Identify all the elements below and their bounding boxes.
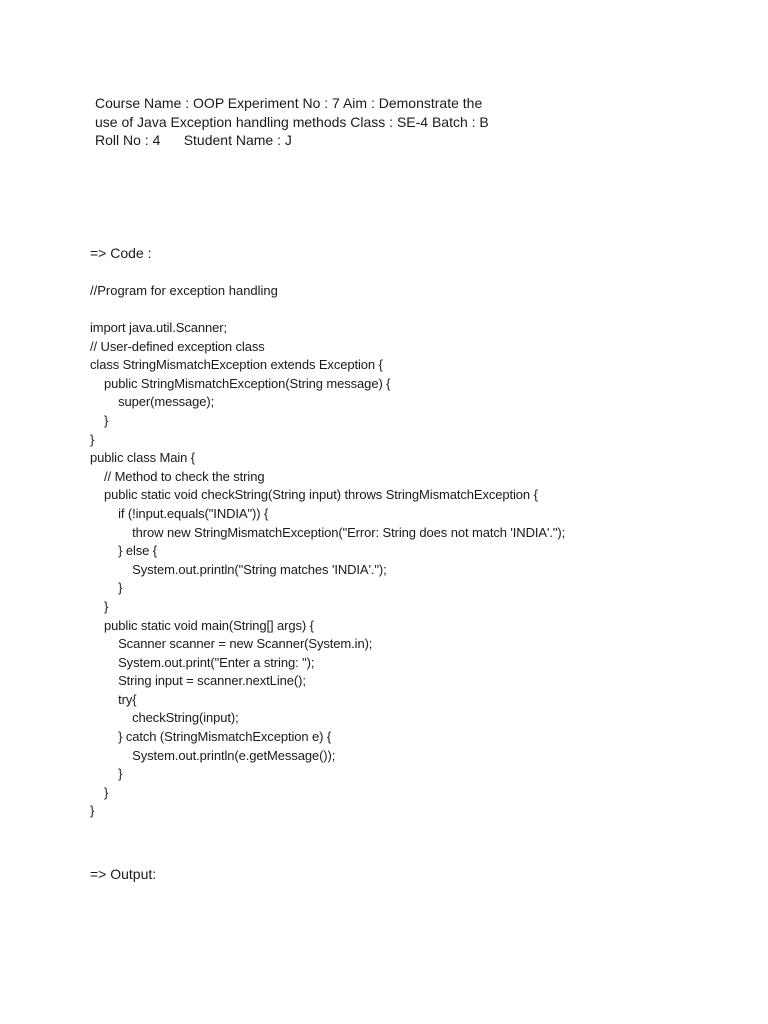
code-line: } catch (StringMismatchException e) { xyxy=(90,729,332,745)
code-line: } xyxy=(90,766,123,782)
code-line: public class Main { xyxy=(90,450,196,466)
code-line: if (!input.equals("INDIA")) { xyxy=(90,505,269,521)
code-line: super(message); xyxy=(90,394,215,410)
program-comment: //Program for exception handling xyxy=(90,283,278,298)
code-line: } xyxy=(90,803,95,819)
code-line: import java.util.Scanner; xyxy=(90,320,227,335)
document-header xyxy=(95,94,535,150)
code-line: checkString(input); xyxy=(90,710,239,726)
header-line: use of Java Exception handling methods Class : SE-4 Batch : B xyxy=(95,113,489,130)
code-section-label: => Code : xyxy=(90,245,152,261)
code-line: public static void checkString(String input) throws StringMismatchException { xyxy=(90,487,538,503)
code-line: } xyxy=(90,598,109,614)
code-line: throw new StringMismatchException("Error: String does not match 'INDIA'."); xyxy=(90,524,566,540)
header-line: Roll No : 4 Student Name : J xyxy=(95,132,292,148)
code-line: System.out.print("Enter a string: "); xyxy=(90,654,315,670)
code-block xyxy=(90,319,565,821)
code-line: class StringMismatchException extends Exception { xyxy=(90,357,383,373)
code-line: } xyxy=(90,431,95,447)
code-line: public static void main(String[] args) { xyxy=(90,617,314,633)
code-line: public StringMismatchException(String message) { xyxy=(90,375,391,391)
code-line: } xyxy=(90,412,109,428)
code-line: try{ xyxy=(90,691,137,707)
code-line: System.out.println(e.getMessage()); xyxy=(90,747,336,763)
code-line: } xyxy=(90,784,109,800)
code-line: // User-defined exception class xyxy=(90,338,265,354)
code-line: System.out.println("String matches 'INDIA'."); xyxy=(90,561,387,577)
code-line: // Method to check the string xyxy=(90,468,265,484)
header-line: Course Name : OOP Experiment No : 7 Aim : Demonstrate the xyxy=(95,95,483,111)
code-line: } xyxy=(90,580,123,596)
output-section-label: => Output: xyxy=(90,866,157,882)
code-line: Scanner scanner = new Scanner(System.in); xyxy=(90,636,373,652)
code-line: } else { xyxy=(90,543,158,559)
code-line: String input = scanner.nextLine(); xyxy=(90,673,306,689)
